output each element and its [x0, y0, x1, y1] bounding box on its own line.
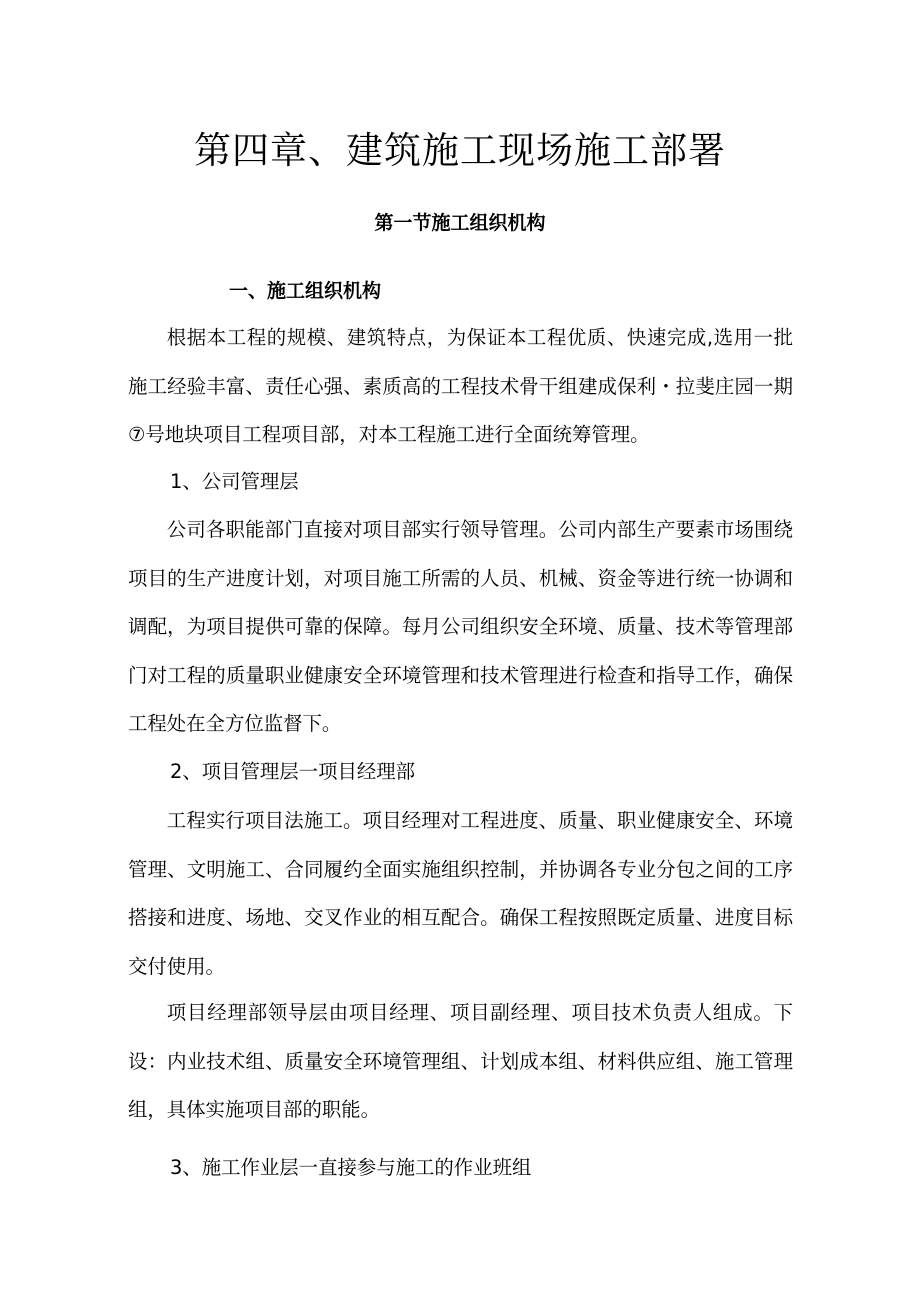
item1-heading: 1、公司管理层 [170, 470, 299, 493]
section-title: 第一节施工组织机构 [374, 212, 546, 234]
intro-paragraph: 根据本工程的规模、建筑特点，为保证本工程优质、快速完成,选用一批施工经验丰富、责任心强、素质高的工程技术骨干组建成保利・拉斐庄园一期⑦号地块项目工程项目部，对本工程施工进行全面统筹管理。 [128, 326, 793, 446]
item1-paragraph: 公司各职能部门直接对项目部实行领导管理。公司内部生产要素市场围绕项目的生产进度计划，对项目施工所需的人员、机械、资金等进行统一协调和调配，为项目提供可靠的保障。每月公司组织安全环境、质量、技术等管理部门对工程的质量职业健康安全环境管理和技术管理进行检查和指导工作，确保工程处在全方位监督下。 [128, 518, 793, 735]
subsection-title: 一、施工组织机构 [229, 280, 382, 302]
chapter-title: 第四章、建筑施工现场施工部署 [194, 129, 726, 172]
item2-heading: 2、项目管理层一项目经理部 [170, 760, 416, 783]
item3-heading: 3、施工作业层一直接参与施工的作业班组 [170, 1156, 532, 1179]
item2-paragraph1: 工程实行项目法施工。项目经理对工程进度、质量、职业健康安全、环境管理、文明施工、合同履约全面实施组织控制，并协调各专业分包之间的工序搭接和进度、场地、交叉作业的相互配合。确保工程按照既定质量、进度目标交付使用。 [128, 809, 793, 978]
item2-paragraph2: 项目经理部领导层由项目经理、项目副经理、项目技术负责人组成。下设：内业技术组、质量安全环境管理组、计划成本组、材料供应组、施工管理组，具体实施项目部的职能。 [128, 1001, 793, 1121]
